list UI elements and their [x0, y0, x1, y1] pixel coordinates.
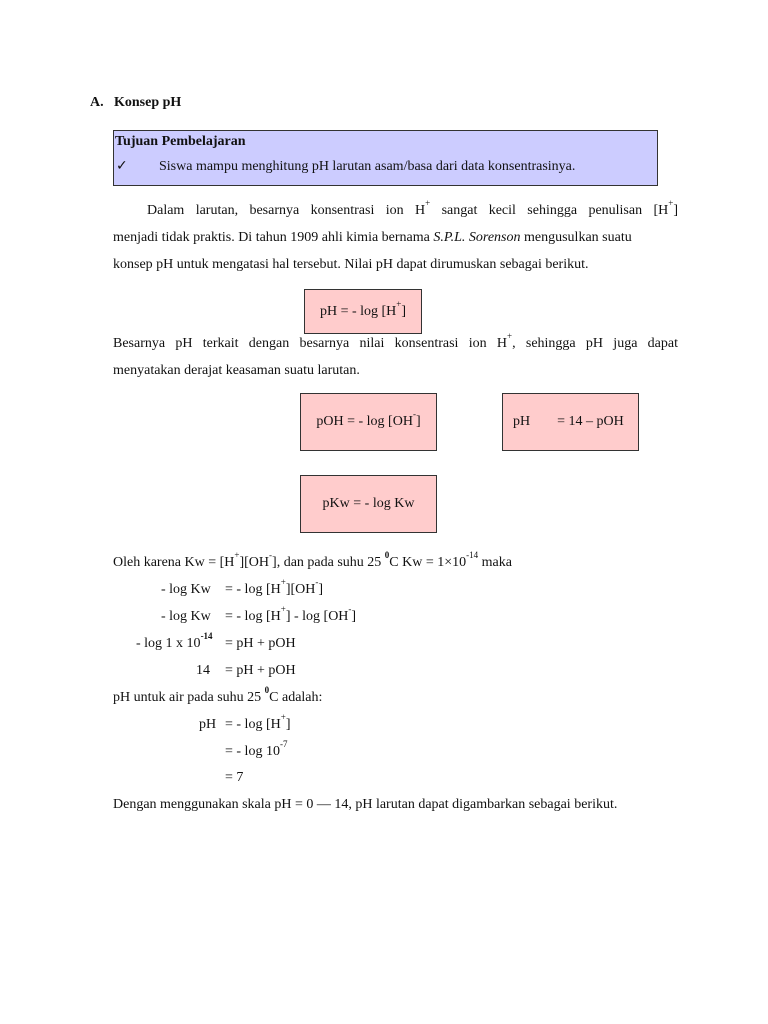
water-row-1-left: pH — [199, 717, 217, 732]
water-row-1-right: = - log [H+] — [225, 712, 291, 732]
closing-sentence: Dengan menggunakan skala pH = 0 — 14, pH larutan dapat digambarkan sebagai berikut. — [113, 797, 618, 812]
formula-pkw-box — [300, 475, 437, 533]
formula-ph-poh-box — [502, 393, 639, 451]
derivation-row-3-right: = pH + pOH — [225, 636, 296, 651]
learning-goal-title: Tujuan Pembelajaran — [115, 134, 246, 149]
derivation-row-4-left: 14 — [196, 663, 210, 678]
derivation-row-1-right: = - log [H+][OH-] — [225, 577, 324, 597]
learning-goal-item: Siswa mampu menghitung pH larutan asam/basa dari data konsentrasinya. — [159, 159, 576, 174]
water-row-2-right: = - $\log 10^{-7}$ — [225, 739, 288, 759]
formula-pkw: pKw = - log Kw — [322, 496, 415, 511]
derivation-row-1-left: - log Kw — [161, 582, 211, 597]
derivation-row-4-right: = pH + pOH — [225, 663, 296, 678]
ph-paragraph — [113, 330, 678, 384]
section-heading — [90, 94, 181, 112]
formula-poh-box — [300, 393, 437, 451]
water-ph-intro: pH untuk air pada suhu 25 $^0$C adalah: — [113, 685, 323, 705]
section-number: A. — [90, 95, 104, 110]
learning-goal-box — [113, 130, 658, 186]
ph-paragraph-line-1: Besarnya pH terkait dengan besarnya nilai konsentrasi ion H+, sehingga pH juga dapat — [113, 331, 678, 351]
checkmark-icon: ✓ — [116, 158, 128, 174]
formula-poh: pOH = - log [OH-] — [316, 409, 421, 429]
section-title: Konsep pH — [114, 95, 182, 110]
formula-ph-box — [304, 289, 422, 334]
derivation-intro: Oleh karena Kw = [H+][OH-], dan pada suhu 25 $^0$C $Kw = 1\times 10^{-14}$ maka — [113, 550, 512, 570]
water-row-3-right: = 7 — [225, 770, 244, 785]
derivation-row-2-right: = - log [H+] - log [OH-] — [225, 604, 357, 624]
intro-line-2: menjadi tidak praktis. Di tahun 1909 ahli kimia bernama S.P.L. Sorenson mengusulkan suatu — [113, 230, 632, 245]
intro-paragraph — [113, 197, 678, 278]
scientist-name: S.P.L. Sorenson — [433, 230, 521, 245]
formula-ph-poh: pH = 14 – pOH — [513, 414, 624, 429]
derivation-row-2-left: - log Kw — [161, 609, 211, 624]
intro-line-3: konsep pH untuk mengatasi hal tersebut. Nilai pH dapat dirumuskan sebagai berikut. — [113, 257, 589, 272]
derivation-row-3-left: - log 1 x $10^{-14}$ — [136, 631, 213, 651]
intro-line-1: Dalam larutan, besarnya konsentrasi ion H+ sangat kecil sehingga penulisan [H+] — [147, 198, 678, 218]
formula-ph: pH = - log [H+] — [319, 298, 407, 319]
kw-value: 1×10 — [437, 555, 467, 570]
ph-paragraph-line-2: menyatakan derajat keasaman suatu larutan. — [113, 363, 360, 378]
